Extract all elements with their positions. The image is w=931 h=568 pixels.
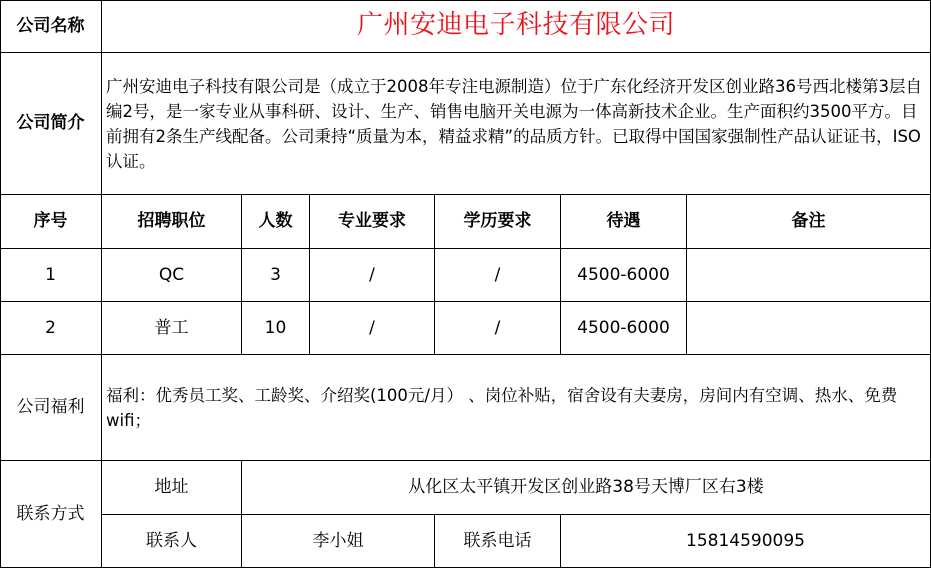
job-row-1-no: 1	[0, 249, 102, 302]
job-row-1-major: /	[310, 249, 435, 302]
job-row-2-count: 10	[242, 302, 310, 355]
header-no: 序号	[0, 195, 102, 249]
header-note: 备注	[687, 195, 931, 249]
company-name: 广州安迪电子科技有限公司	[102, 0, 931, 53]
address-value: 从化区太平镇开发区创业路38号天博厂区右3楼	[242, 461, 931, 515]
job-row-2-major: /	[310, 302, 435, 355]
address-label: 地址	[102, 461, 242, 515]
job-row-2-position: 普工	[102, 302, 242, 355]
header-position: 招聘职位	[102, 195, 242, 249]
job-row-1-salary: 4500-6000	[561, 249, 687, 302]
job-row-1-note	[687, 249, 931, 302]
header-salary: 待遇	[561, 195, 687, 249]
job-row-2-education: /	[435, 302, 561, 355]
job-row-2-no: 2	[0, 302, 102, 355]
intro-label: 公司简介	[0, 53, 102, 195]
job-row-1-position: QC	[102, 249, 242, 302]
contact-person-label: 联系人	[102, 515, 242, 568]
contact-label: 联系方式	[0, 461, 102, 568]
job-row-2-note	[687, 302, 931, 355]
header-major: 专业要求	[310, 195, 435, 249]
welfare-label: 公司福利	[0, 355, 102, 461]
phone-label: 联系电话	[435, 515, 561, 568]
contact-person-value: 李小姐	[242, 515, 435, 568]
job-row-2-salary: 4500-6000	[561, 302, 687, 355]
intro-text: 广州安迪电子科技有限公司是（成立于2008年专注电源制造）位于广东化经济开发区创业路36号西北楼第3层自编2号，是一家专业从事科研、设计、生产、销售电脑开关电源为一体高新技术企业。生产面积约3500平方。目前拥有2条生产线配备。公司秉持“质量为本，精益求精”的品质方针。已取得中国国家强制性产品认证证书，ISO认证。	[102, 53, 931, 195]
phone-value: 15814590095	[561, 515, 931, 568]
company-name-label: 公司名称	[0, 0, 102, 53]
header-education: 学历要求	[435, 195, 561, 249]
welfare-text: 福利：优秀员工奖、工龄奖、介绍奖(100元/月） 、岗位补贴，宿舍设有夫妻房，房间内有空调、热水、免费wifi；	[102, 355, 931, 461]
job-row-1-education: /	[435, 249, 561, 302]
job-row-1-count: 3	[242, 249, 310, 302]
header-count: 人数	[242, 195, 310, 249]
